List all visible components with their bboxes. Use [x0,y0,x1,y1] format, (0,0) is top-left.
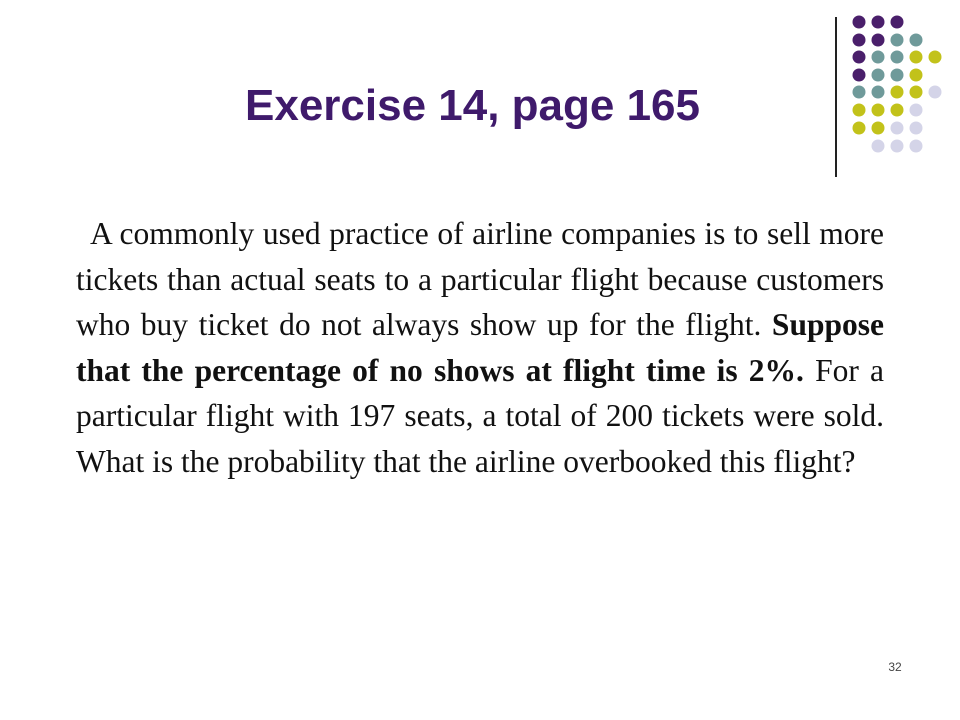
dot [872,16,885,29]
dot [891,51,904,64]
paragraph-text-2: For a particular flight with 197 seats, a total of 200 tickets were sold. What is the probability that the airline overbooked this flight? [76,352,884,479]
dot [910,34,923,47]
dot [872,51,885,64]
dot [891,34,904,47]
dot [910,140,923,153]
dot [853,16,866,29]
paragraph-text-1: A commonly used practice of airline companies is to sell more tickets than actual seats to a particular flight because customers who buy ticket do not always show up for the flight. [76,216,884,343]
dot [929,51,942,64]
dot [910,51,923,64]
paragraph-bold-text: Suppose that the percentage of no shows at flight time is 2%. [76,307,884,388]
dot [872,34,885,47]
page-number: 32 [888,660,902,674]
dot [891,16,904,29]
slide-title: Exercise 14, page 165 [245,81,700,130]
exercise-paragraph [76,211,884,485]
dot [853,34,866,47]
dot [853,51,866,64]
dot [872,140,885,153]
dot [891,140,904,153]
